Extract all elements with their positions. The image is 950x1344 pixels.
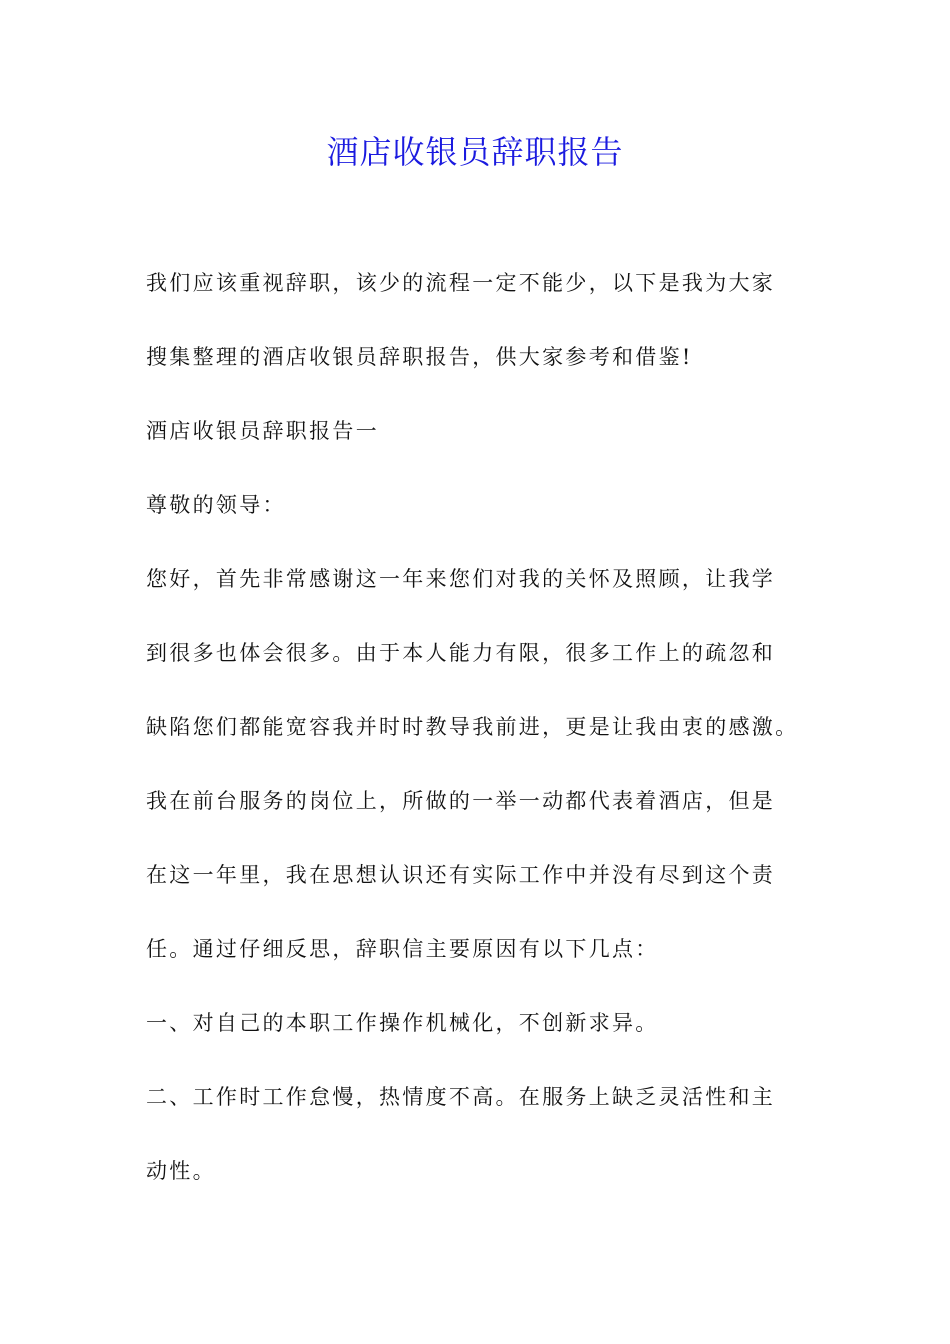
text-line: 一、对自己的本职工作操作机械化，不创新求异。 [146, 1011, 659, 1035]
document-body [146, 264, 806, 1226]
text-line: 动性。 [146, 1159, 216, 1183]
text-line: 缺陷您们都能宽容我并时时教导我前进，更是让我由衷的感激。 [146, 715, 799, 739]
text-line: 尊敬的领导： [146, 493, 286, 517]
text-line: 我们应该重视辞职，该少的流程一定不能少，以下是我为大家 [146, 271, 776, 295]
intro-paragraph [146, 264, 806, 377]
document-title: 酒店收银员辞职报告 [326, 133, 624, 171]
text-line: 在这一年里，我在思想认识还有实际工作中并没有尽到这个责 [146, 863, 776, 887]
text-line: 您好，首先非常感谢这一年来您们对我的关怀及照顾，让我学 [146, 567, 776, 591]
text-line: 任。通过仔细反思，辞职信主要原因有以下几点： [146, 937, 659, 961]
list-item [146, 1078, 806, 1191]
body-paragraph [146, 560, 806, 969]
list-item [146, 1004, 806, 1043]
text-line: 到很多也体会很多。由于本人能力有限，很多工作上的疏忽和 [146, 641, 776, 665]
text-line: 搜集整理的酒店收银员辞职报告，供大家参考和借鉴! [146, 345, 693, 369]
text-line: 酒店收银员辞职报告一 [146, 419, 379, 443]
salutation [146, 486, 806, 525]
section-heading [146, 412, 806, 451]
text-line: 二、工作时工作怠慢，热情度不高。在服务上缺乏灵活性和主 [146, 1085, 776, 1109]
text-line: 我在前台服务的岗位上，所做的一举一动都代表着酒店，但是 [146, 789, 776, 813]
